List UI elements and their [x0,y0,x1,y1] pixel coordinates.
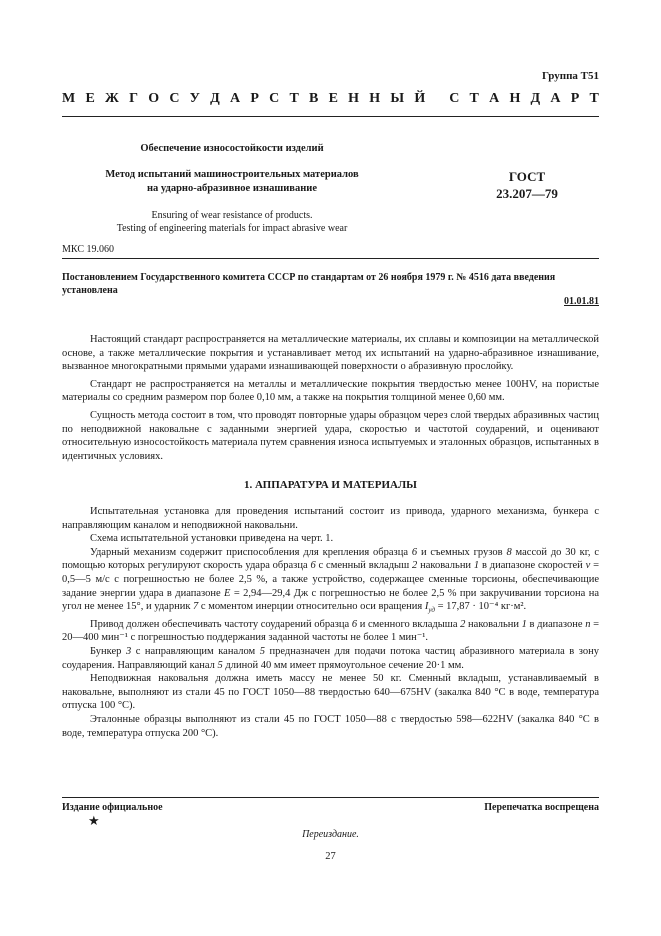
section-paragraph-5: Бункер 3 с направляющим каналом 5 предназначен для подачи потока частиц абразивного материала в зону соударения. Направляющий канал 5 длиной 40 мм имеет прямоугольное сечение 20·1 мм. [62,645,600,671]
heading-letter: Т [589,91,599,106]
heading-letter [435,91,439,107]
intro-paragraph-2: Стандарт не распространяется на металлы и металлические покрытия твердостью менее 100HV, на пористые материалы со средним размером пор более 0,10 мм, а также на покрытия толщиной менее 0,60 мм. [62,378,599,404]
heading-letter: Ы [390,91,405,106]
mks-code: МКС 19.060 [62,244,114,255]
section-paragraph-6: Неподвижная наковальня должна иметь массу не менее 50 кг. Сменный вкладыш, устанавливаемый в наковальне, выполняют из стали 45 по ГОСТ 1050—88 твердостью 640—675HV (закалка 840 °С в воде, температура отпуска 100 °С). [62,673,599,712]
heading-letter: Ж [105,91,119,106]
standard-main-title: Обеспечение износостойкости изделий [140,143,324,154]
english-title: Ensuring of wear resistance of products. Testing of engineering materials for impact abrasive wear [116,210,348,234]
gost-number: ГОСТ 23.207—79 [496,169,558,201]
heading-letter: Т [289,91,299,106]
heading-letter: Г [129,91,138,106]
decree-text: Постановлением Государственного комитета СССР по стандартам от 26 ноября 1979 г. № 4516 дата введения установлена [62,272,556,296]
heading-letter: Н [348,91,360,106]
heading-letter: Н [509,91,521,106]
heading-letter: Д [530,91,541,106]
heading-letter: Й [414,91,426,106]
heading-letter: А [489,91,500,106]
heading-letter: А [550,91,561,106]
heading-letter: М [62,91,76,106]
section-paragraph-2: Схема испытательной установки приведена на черт. 1. [90,533,334,545]
section-paragraph-1: Испытательная установка для проведения испытаний состоит из привода, ударного механизма, бункера с направляющим каналом и неподвижной наковальни. [62,505,599,531]
heading-letter: А [230,91,241,106]
heading-letter: Т [469,91,479,106]
title-block [62,143,402,235]
heading-letter: Н [369,91,381,106]
heading-letter: С [169,91,180,106]
footer-rule [62,797,599,798]
section-title: 1. АППАРАТУРА И МАТЕРИАЛЫ [244,479,417,492]
section-paragraph-3: Ударный механизм содержит приспособления для крепления образца 6 и съемных грузов 8 массой до 30 кг, с помощью которых регулируют скорость удара образца 6 с сменный вкладыш 2 наковальни 1 в диапазоне скоростей v = 0,5—5 м/с с погрешностью не более 2,5 %, а также устройство, содержащее сменные торсионы, обеспечивающие задание энергии удара в диапазоне E = 2,94—29,4 Дж с погрешностью не более 2,5 % при закручивании торсиона на угол не менее 15°, и ударник 7 с моментом инерции относительно оси вращения $I_{уд} = 17,87 \cdot 10^{-4}$ кг·м². [62,546,600,615]
standard-heading [62,91,599,107]
heading-letter: Д [210,91,220,106]
group-code: Группа Т51 [541,70,599,82]
official-edition-label: Издание официальное [62,802,163,813]
intro-paragraph-1: Настоящий стандарт распространяется на металлические материалы, их сплавы и композиции на металлической основе, а также металлические покрытия и устанавливает метод их испытаний на ударно-абразивное изнашивание, вызванное многократными прямыми ударами изнашивающей поверхности о абразивную прослойку. [62,334,599,373]
standard-method-title: Метод испытаний машиностроительных материалов на ударно-абразивное изнашивание [105,169,359,194]
heading-letter: Р [570,91,580,106]
heading-letter: У [189,91,200,106]
heading-letter: О [148,91,160,106]
star-icon: ★ [88,813,100,828]
heading-letter: Е [328,91,338,106]
reprint-prohibited-label: Перепечатка воспрещена [484,802,599,813]
header-rule-top [62,116,599,117]
heading-letter: В [309,91,319,106]
page-number: 27 [325,851,336,862]
section-paragraph-7: Эталонные образцы выполняют из стали 45 по ГОСТ 1050—88 с твердостью 598—622HV (закалка 840 °С в воде, температура отпуска 200 °С). [62,713,599,739]
reissue-note: Переиздание. [302,829,359,840]
heading-letter: С [269,91,280,106]
intro-paragraph-3: Сущность метода состоит в том, что проводят повторные удары образцом через слой твердых абразивных частиц по неподвижной наковальне с заданными энергией удара, скоростью и частотой соударений, и оценивают относительную износостойкость материала путем сравнения износа испытуемых и эталонных образцов, испытанных в идентичных условиях. [62,409,599,462]
body-text [62,333,599,740]
section-paragraph-4: Привод должен обеспечивать частоту соударений образца 6 и сменного вкладыша 2 наковальни 1 в диапазоне n = 20—400 мин⁻¹ с погрешностью поддержания заданной частоты не более 1 мин⁻¹. [62,618,600,644]
heading-letter: Е [85,91,95,106]
heading-letter: С [449,91,460,106]
header-rule-bottom [62,258,599,259]
effective-date: 01.01.81 [564,296,599,307]
heading-letter: Р [250,91,259,106]
